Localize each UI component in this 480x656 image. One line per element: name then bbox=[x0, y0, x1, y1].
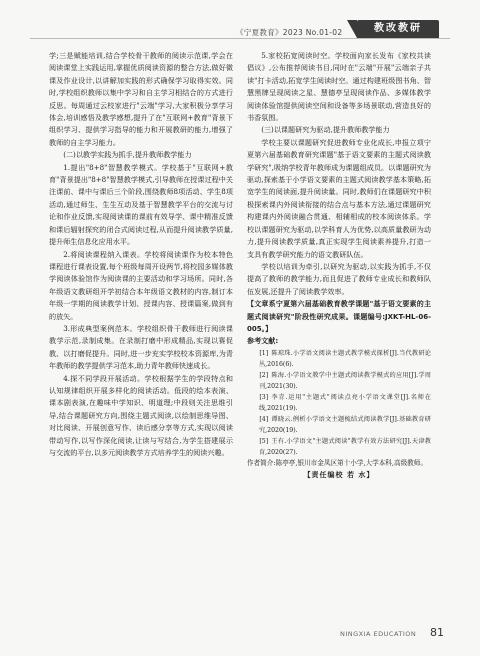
reference-item bbox=[247, 370, 431, 392]
references-list bbox=[247, 348, 431, 458]
paragraph: 2.将阅读课程纳入课表。学校将阅读课作为校本特色课程进行课表设置,每个班级每周开设两节,将校园多媒体教学阅读体验馆作为阅读课的主要活动和学习场所。同时,各年级语文教研组开学初结合本年级语文教材的内容,制订本年级一学期的阅读教学计划、授课内容、授课篇案,做到有的放矢。 bbox=[49, 249, 233, 321]
section-heading: (二)以教学实践为抓手,提升教师教学能力 bbox=[63, 150, 192, 160]
paragraph: 学;三是赋能培训,结合学校骨干教师的阅读示范课,学会在阅读课堂上实践运用,掌握优质阅读资源的整合方法,做好微课及作业设计,以讲解加实践的形式确保学习取得实效。同时,学校组织教师以集中学习和自主学习相结合的方式进行反思。每周通过云校家进行"云端"学习,大家积极分享学习体会,培训感悟及教学感想,提升了在"互联网+教育"背景下组织学习、提供学习指导的能力和开展教研的能力,增强了教师的自主学习能力。 bbox=[49, 51, 233, 147]
paragraph: 1.提出"8+8"智慧教学模式。学校基于"互联网+教育"背景提出"8+8"智慧教学模式,引导教师在授课过程中关注课前、课中与课后三个阶段,围绕教师8项活动、学生8项活动,通过师生、生生互动及基于智慧教学平台的交流与讨论和作业反馈,实现阅读课的课前有效导学、课中精准反馈和课后辐射探究的闭合式阅读过程,从而提升阅读教学质量,提升师生信息化应用水平。 bbox=[49, 162, 233, 247]
reference-text: 陈琼珠.小学语文阅读主题式教学模式探析[J].当代教研论丛,2016(6). bbox=[259, 349, 431, 368]
journal-issue-label: 《宁夏教育》2023 No.01-02 bbox=[236, 28, 343, 37]
reference-text: 李青.运用"主题式"阅读点亮小学语文课堂[J].名师在线,2021(19). bbox=[259, 393, 431, 412]
paragraph: 3.形成典型案例范本。学校组织骨干教师进行阅读课教学示范,录制成集。在录制打磨中形成精品,实现以赛促教、以打磨促提升。同时,进一步充实学校校本资源库,为青年教师的教学提供学习范本,助力青年教师快速成长。 bbox=[49, 323, 233, 371]
references-title: 参考文献: bbox=[247, 336, 279, 346]
reference-text: 王有.小学语文"主题式阅读"教学有效方法研究[J].天津教育,2020(27). bbox=[259, 437, 431, 456]
editor-note: 【责任编校 若 水】 bbox=[303, 470, 375, 480]
header-rule bbox=[30, 38, 450, 39]
reference-item bbox=[247, 392, 431, 414]
section-tab: 教改教研 bbox=[357, 20, 439, 38]
paragraph: 学校主要以课题研究促进教师专业化成长,申报立项宁夏第六届基础教育研究课题"基于语文要素的主题式阅读教学研究",吸纳学校青年教师成为课题组成员。以课题研究为驱动,探索基于小学语文要素的主题式阅读教学基本策略,拓宽学生的阅读面,提升阅读量。同时,教师们在课题研究中积极探索课内外阅读衔接的结合点与基本方法,通过课题研究构建课内外阅读融合贯通、相辅相成的校本阅读体系。学校以课题研究为驱动,以学科育人为优势,以高质量教研为动力,提升阅读教学质量,真正实现学生阅读素养提升,打造一支具有教学研究能力的语文教研队伍。 bbox=[247, 137, 431, 259]
paragraph: 学校以培训为牵引,以研究为驱动,以实践为抓手,不仅提高了教师的教学能力,而且促进了教师专业成长和教师队伍发展,还提升了阅读教学效率。 bbox=[247, 261, 431, 296]
fund-note: 【文章系宁夏第六届基础教育教学课题"基于语文要素的主题式阅读研究"阶段性研究成果。课题编号:JXKT-HL-06-005。】 bbox=[247, 300, 431, 333]
left-column bbox=[49, 50, 233, 459]
page-header bbox=[0, 0, 480, 46]
reference-number: [4] bbox=[259, 415, 269, 423]
paragraph: 4.探不同学段开展活动。学校根据学生的学段特点和认知规律组织开展多样化的阅读活动。低段的绘本表演、课本剧表演,在趣味中学知识、明道理;中段则关注思维引导,结合课题研究方向,围绕主题式阅读,以绘制思维导图、对比阅读、开展创意写作、读后感分享等方式,实现以阅读带动写作,以写作深化阅读,让读与写结合,为学生搭建展示与交流的平台,以多元阅读教学方式培养学生的阅读兴趣。 bbox=[49, 373, 233, 457]
right-column bbox=[247, 50, 431, 482]
reference-item bbox=[247, 414, 431, 436]
reference-number: [5] bbox=[259, 437, 269, 445]
reference-number: [1] bbox=[259, 349, 269, 357]
reference-text: 陈海.小学语文教学中主题式阅读教学模式的应用[J].学周刊,2021(30). bbox=[259, 371, 431, 390]
paragraph: 5.家校拓宽阅读时空。学校面向家长发布《家校共读倡议》,公布推荐阅读书目,同时在"云端"开展"云端亲子共读"打卡活动,拓宽学生阅读时空。通过构建班级图书角、智慧黑牌呈现阅读之星、慧德亭呈现阅读作品、多媒体教学阅读体验馆提供阅读空间和设备等多场景联动,营造良好的书香氛围。 bbox=[247, 51, 431, 123]
page-number: 81 bbox=[430, 626, 444, 639]
reference-number: [2] bbox=[259, 371, 269, 379]
reference-text: 谭晓云.例析小学语文主题梳结式阅读教学[J].基础教育研究,2020(19). bbox=[259, 415, 431, 434]
author-bio: 作者简介:陈亭亭,银川市金凤区第十小学,大学本科,高级教师。 bbox=[247, 458, 427, 467]
reference-item bbox=[247, 348, 431, 370]
section-heading: (三)以课题研究为驱动,提升教师教学能力 bbox=[261, 125, 390, 135]
reference-number: [3] bbox=[259, 393, 269, 401]
footer-journal-name: NINGXIA EDUCATION bbox=[340, 630, 417, 638]
reference-item bbox=[247, 436, 431, 458]
